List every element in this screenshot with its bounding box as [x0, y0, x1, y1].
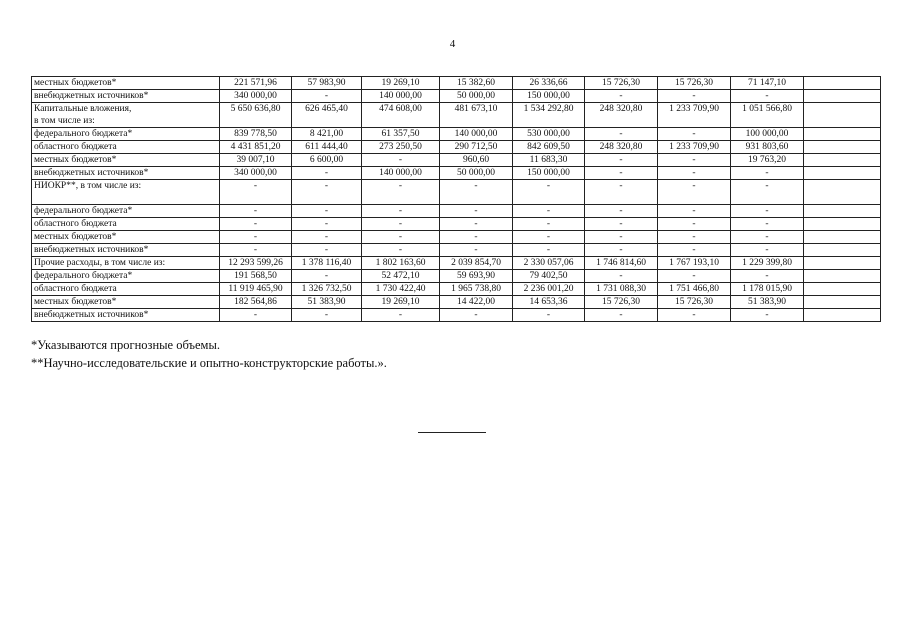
row-label [32, 128, 220, 141]
table-row [32, 205, 881, 218]
value-cell: - [658, 231, 731, 244]
value-cell: 290 712,50 [440, 141, 513, 154]
value-cell: 150 000,00 [513, 90, 585, 103]
value-cell: 52 472,10 [362, 270, 440, 283]
table-row [32, 154, 881, 167]
value-cell: - [658, 128, 731, 141]
value-cell: - [658, 167, 731, 180]
value-cell: - [731, 167, 804, 180]
table-row [32, 270, 881, 283]
row-label-text: областного бюджета [34, 284, 117, 294]
value-cell: 39 007,10 [220, 154, 292, 167]
budget-table [31, 76, 881, 322]
value-cell: - [292, 167, 362, 180]
row-label [32, 257, 220, 270]
row-label-text: областного бюджета [34, 219, 117, 229]
value-cell: - [585, 218, 658, 231]
row-label [32, 309, 220, 322]
value-cell: 1 378 116,40 [292, 257, 362, 270]
value-cell: - [220, 218, 292, 231]
row-label-text: Капитальные вложения, [34, 104, 132, 114]
value-cell: - [585, 180, 658, 205]
row-label [32, 77, 220, 90]
value-cell: 481 673,10 [440, 103, 513, 128]
value-cell: - [658, 205, 731, 218]
value-cell: - [440, 205, 513, 218]
value-cell: 611 444,40 [292, 141, 362, 154]
value-cell: 14 653,36 [513, 296, 585, 309]
value-cell: - [585, 128, 658, 141]
row-label-text: местных бюджетов* [34, 232, 117, 242]
value-cell: - [292, 90, 362, 103]
value-cell: - [658, 90, 731, 103]
value-cell: - [440, 180, 513, 205]
value-cell: - [658, 154, 731, 167]
value-cell: 4 431 851,20 [220, 141, 292, 154]
row-label [32, 244, 220, 257]
footnote-forecast: *Указываются прогнозные объемы. [31, 338, 220, 352]
value-cell [804, 77, 881, 90]
value-cell: - [513, 218, 585, 231]
value-cell: 140 000,00 [440, 128, 513, 141]
value-cell: 340 000,00 [220, 167, 292, 180]
table-row [32, 231, 881, 244]
page-number: 4 [449, 38, 456, 50]
value-cell: - [220, 180, 292, 205]
value-cell: 839 778,50 [220, 128, 292, 141]
row-label [32, 141, 220, 154]
value-cell: 221 571,96 [220, 77, 292, 90]
value-cell: 530 000,00 [513, 128, 585, 141]
value-cell: - [585, 167, 658, 180]
table-row [32, 128, 881, 141]
value-cell: 140 000,00 [362, 167, 440, 180]
table-row [32, 283, 881, 296]
row-label-text: внебюджетных источников* [34, 168, 149, 178]
value-cell: 6 600,00 [292, 154, 362, 167]
table-row [32, 309, 881, 322]
value-cell: 1 229 399,80 [731, 257, 804, 270]
value-cell: 71 147,10 [731, 77, 804, 90]
value-cell: - [513, 231, 585, 244]
value-cell: 15 726,30 [585, 296, 658, 309]
value-cell: - [220, 205, 292, 218]
row-label-text: федерального бюджета* [34, 129, 133, 139]
value-cell [804, 218, 881, 231]
value-cell: - [731, 218, 804, 231]
value-cell: - [731, 270, 804, 283]
row-label-text: НИОКР**, в том числе из: [34, 181, 142, 191]
value-cell: 474 608,00 [362, 103, 440, 128]
value-cell: 340 000,00 [220, 90, 292, 103]
value-cell: 248 320,80 [585, 141, 658, 154]
value-cell: - [292, 309, 362, 322]
value-cell: 1 731 088,30 [585, 283, 658, 296]
table-row [32, 141, 881, 154]
value-cell: 11 683,30 [513, 154, 585, 167]
closing-line [418, 432, 486, 433]
value-cell [804, 257, 881, 270]
row-label [32, 270, 220, 283]
value-cell: 2 039 854,70 [440, 257, 513, 270]
row-label [32, 154, 220, 167]
value-cell [804, 167, 881, 180]
row-label-text: местных бюджетов* [34, 155, 117, 165]
value-cell: 1 746 814,60 [585, 257, 658, 270]
value-cell: - [731, 244, 804, 257]
value-cell: 1 326 732,50 [292, 283, 362, 296]
row-label-text: внебюджетных источников* [34, 310, 149, 320]
value-cell [804, 90, 881, 103]
value-cell: 26 336,66 [513, 77, 585, 90]
value-cell: - [440, 218, 513, 231]
value-cell: - [220, 244, 292, 257]
row-label [32, 103, 220, 128]
value-cell: 960,60 [440, 154, 513, 167]
value-cell: 5 650 636,80 [220, 103, 292, 128]
value-cell [804, 270, 881, 283]
value-cell: 191 568,50 [220, 270, 292, 283]
value-cell: 14 422,00 [440, 296, 513, 309]
value-cell: - [292, 205, 362, 218]
value-cell [804, 180, 881, 205]
footnote-niokr: **Научно-исследовательские и опытно-конструкторские работы.». [31, 356, 387, 370]
value-cell: 8 421,00 [292, 128, 362, 141]
value-cell: 15 726,30 [658, 296, 731, 309]
row-label-continuation [34, 192, 217, 204]
value-cell [804, 244, 881, 257]
value-cell: - [731, 180, 804, 205]
value-cell: 1 178 015,90 [731, 283, 804, 296]
row-label-text: местных бюджетов* [34, 78, 117, 88]
value-cell: 61 357,50 [362, 128, 440, 141]
value-cell: 50 000,00 [440, 167, 513, 180]
value-cell: - [731, 90, 804, 103]
value-cell: 2 236 001,20 [513, 283, 585, 296]
value-cell: - [362, 205, 440, 218]
value-cell: - [658, 244, 731, 257]
value-cell: 51 383,90 [292, 296, 362, 309]
table-row [32, 77, 881, 90]
value-cell: 150 000,00 [513, 167, 585, 180]
value-cell: - [585, 309, 658, 322]
value-cell: - [585, 244, 658, 257]
value-cell: 15 726,30 [658, 77, 731, 90]
value-cell: - [585, 205, 658, 218]
value-cell: - [362, 231, 440, 244]
value-cell: - [220, 231, 292, 244]
row-label-text: внебюджетных источников* [34, 245, 149, 255]
value-cell: 50 000,00 [440, 90, 513, 103]
value-cell: 931 803,60 [731, 141, 804, 154]
value-cell: 100 000,00 [731, 128, 804, 141]
value-cell: - [585, 90, 658, 103]
value-cell: 15 726,30 [585, 77, 658, 90]
value-cell: 57 983,90 [292, 77, 362, 90]
table-row [32, 218, 881, 231]
value-cell [804, 296, 881, 309]
value-cell: - [292, 231, 362, 244]
value-cell [804, 141, 881, 154]
row-label [32, 90, 220, 103]
value-cell: 273 250,50 [362, 141, 440, 154]
value-cell: - [292, 244, 362, 257]
table-row [32, 257, 881, 270]
value-cell: - [658, 309, 731, 322]
table-row [32, 103, 881, 128]
table-row [32, 180, 881, 205]
value-cell: - [292, 180, 362, 205]
value-cell: 79 402,50 [513, 270, 585, 283]
value-cell [804, 128, 881, 141]
value-cell: 15 382,60 [440, 77, 513, 90]
value-cell: 19 269,10 [362, 77, 440, 90]
value-cell: 2 330 057,06 [513, 257, 585, 270]
value-cell: 19 763,20 [731, 154, 804, 167]
value-cell: - [220, 309, 292, 322]
row-label [32, 205, 220, 218]
value-cell: - [513, 309, 585, 322]
value-cell: - [440, 231, 513, 244]
value-cell: - [585, 231, 658, 244]
table-row [32, 244, 881, 257]
value-cell: 1 233 709,90 [658, 103, 731, 128]
value-cell: - [362, 180, 440, 205]
value-cell [804, 231, 881, 244]
value-cell: - [585, 270, 658, 283]
row-label-text: внебюджетных источников* [34, 91, 149, 101]
value-cell: 626 465,40 [292, 103, 362, 128]
value-cell [804, 154, 881, 167]
value-cell: - [731, 309, 804, 322]
row-label [32, 180, 220, 205]
value-cell: - [513, 180, 585, 205]
value-cell: 140 000,00 [362, 90, 440, 103]
row-label [32, 167, 220, 180]
table-row [32, 90, 881, 103]
row-label-text: Прочие расходы, в том числе из: [34, 258, 166, 268]
value-cell: 1 051 566,80 [731, 103, 804, 128]
value-cell: 19 269,10 [362, 296, 440, 309]
value-cell: 51 383,90 [731, 296, 804, 309]
value-cell: - [362, 244, 440, 257]
value-cell: 1 751 466,80 [658, 283, 731, 296]
value-cell: - [292, 270, 362, 283]
row-label-text: федерального бюджета* [34, 271, 133, 281]
value-cell: 59 693,90 [440, 270, 513, 283]
value-cell: 1 965 738,80 [440, 283, 513, 296]
value-cell: - [658, 180, 731, 205]
value-cell: - [513, 205, 585, 218]
value-cell: 12 293 599,26 [220, 257, 292, 270]
value-cell: 11 919 465,90 [220, 283, 292, 296]
value-cell: - [362, 218, 440, 231]
value-cell: - [440, 309, 513, 322]
value-cell [804, 283, 881, 296]
value-cell: 248 320,80 [585, 103, 658, 128]
row-label [32, 283, 220, 296]
value-cell: 182 564,86 [220, 296, 292, 309]
value-cell: - [292, 218, 362, 231]
row-label [32, 218, 220, 231]
row-label-text: областного бюджета [34, 142, 117, 152]
value-cell: - [362, 309, 440, 322]
value-cell [804, 205, 881, 218]
value-cell: 1 802 163,60 [362, 257, 440, 270]
value-cell: - [658, 270, 731, 283]
value-cell: 842 609,50 [513, 141, 585, 154]
budget-table-body [32, 77, 881, 322]
value-cell: 1 767 193,10 [658, 257, 731, 270]
table-row [32, 167, 881, 180]
row-label-continuation: в том числе из: [34, 116, 95, 126]
row-label-text: местных бюджетов* [34, 297, 117, 307]
value-cell: - [440, 244, 513, 257]
row-label [32, 231, 220, 244]
value-cell: 1 730 422,40 [362, 283, 440, 296]
value-cell: 1 233 709,90 [658, 141, 731, 154]
value-cell [804, 103, 881, 128]
row-label-text: федерального бюджета* [34, 206, 133, 216]
footnotes [31, 336, 387, 372]
table-row [32, 296, 881, 309]
value-cell: 1 534 292,80 [513, 103, 585, 128]
value-cell: - [731, 205, 804, 218]
value-cell: - [362, 154, 440, 167]
value-cell [804, 309, 881, 322]
value-cell: - [513, 244, 585, 257]
value-cell: - [731, 231, 804, 244]
value-cell: - [585, 154, 658, 167]
row-label [32, 296, 220, 309]
value-cell: - [658, 218, 731, 231]
